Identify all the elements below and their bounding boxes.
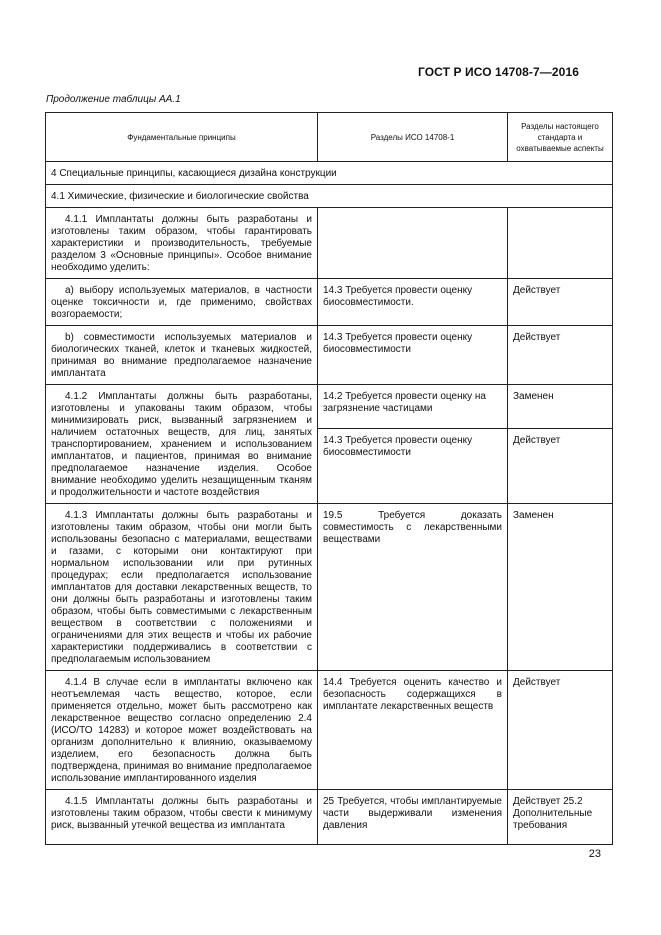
- document-code: ГОСТ Р ИСО 14708-7—2016: [417, 65, 579, 79]
- section-heading: 4 Специальные принципы, касающиеся дизайна конструкции: [46, 162, 613, 185]
- requirements-table: [45, 112, 613, 845]
- iso-section-cell: 14.4 Требуется оценить качество и безопасность содержащихся в имплантате лекарственных веществ: [318, 671, 508, 790]
- subsection-heading: 4.1 Химические, физические и биологические свойства: [46, 185, 613, 208]
- standard-section-cell: Действует: [508, 279, 613, 326]
- standard-section-cell: Действует: [508, 429, 613, 504]
- page-number: 23: [588, 848, 601, 860]
- table-row: [46, 671, 613, 790]
- standard-section-cell: Действует: [508, 326, 613, 385]
- principle-cell: 4.1.4 В случае если в имплантаты включено как неотъемлемая часть вещество, которое, если применяется отдельно, может быть рассмотрено как лекарственное вещество согласно определению 2.4 (ИСО/ТО 14283) и которое может воздействовать на организм дополнительно к влиянию, оказываемому изделием, его безопасность должна быть подтверждена, принимая во внимание предполагаемое использование имплантированного изделия: [46, 671, 318, 790]
- standard-section-cell: Действует: [508, 671, 613, 790]
- table-row: [46, 185, 613, 208]
- table-caption: Продолжение таблицы АА.1: [46, 94, 181, 105]
- principle-cell: b) совместимости используемых материалов и биологических тканей, клеток и тканевых жидкостей, принимая во внимание предполагаемое назначение имплантата: [46, 326, 318, 385]
- principle-cell: 4.1.2 Имплантаты должны быть разработаны, изготовлены и упакованы таким образом, чтобы минимизировать риск, вызванный загрязнением и наличием остаточных веществ, для лиц, занятых транспортированием, хранением и использованием имплантатов, и пациентов, принимая во внимание предполагаемое назначение изделия. Особое внимание необходимо уделить незащищенным тканям и продолжительности и частоте воздействия: [46, 385, 318, 504]
- standard-section-cell: Действует 25.2 Дополнительные требования: [508, 790, 613, 845]
- principle-cell: 4.1.3 Имплантаты должны быть разработаны и изготовлены таким образом, чтобы они могли быть использованы безопасно с материалами, веществами и газами, с которыми они контактируют при нормальном использовании или при рутинных процедурах; если предполагается использование имплантатов для доставки лекарственных веществ, то они должны быть разработаны и изготовлены таким образом, чтобы быть совместимыми с лекарственным веществом в соответствии с положениями и ограничениями для этих веществ и чтобы их рабочие характеристики поддерживались в соответствии с предполагаемым использованием: [46, 504, 318, 671]
- standard-section-cell: Заменен: [508, 385, 613, 429]
- principle-cell: 4.1.1 Имплантаты должны быть разработаны и изготовлены таким образом, чтобы гарантировать характеристики и производительность, требуемые разделом 3 «Основные принципы». Особое внимание необходимо уделить:: [46, 208, 318, 279]
- principle-cell: a) выбору используемых материалов, в частности оценке токсичности и, где применимо, свойствах возгораемости;: [46, 279, 318, 326]
- standard-section-cell: Заменен: [508, 504, 613, 671]
- column-header-standard-sections: Разделы настоящего стандарта и охватываемые аспекты: [508, 113, 613, 162]
- table-row: [46, 279, 613, 326]
- table-row: [46, 326, 613, 385]
- column-header-principles: Фундаментальные принципы: [46, 113, 318, 162]
- table-row: [46, 208, 613, 279]
- iso-section-cell: 14.3 Требуется провести оценку биосовместимости: [318, 429, 508, 504]
- table-row: [46, 790, 613, 845]
- table-row: [46, 504, 613, 671]
- iso-section-cell: 14.3 Требуется провести оценку биосовместимости.: [318, 279, 508, 326]
- standard-section-cell: [508, 208, 613, 279]
- iso-section-cell: [318, 208, 508, 279]
- iso-section-cell: 25 Требуется, чтобы имплантируемые части выдерживали изменения давления: [318, 790, 508, 845]
- principle-cell: 4.1.5 Имплантаты должны быть разработаны и изготовлены таким образом, чтобы свести к минимуму риск, вызванный утечкой вещества из имплантата: [46, 790, 318, 845]
- table-header-row: [46, 113, 613, 162]
- iso-section-cell: 19.5 Требуется доказать совместимость с лекарственными веществами: [318, 504, 508, 671]
- iso-section-cell: 14.2 Требуется провести оценку на загрязнение частицами: [318, 385, 508, 429]
- table-row: [46, 385, 613, 429]
- column-header-iso-sections: Разделы ИСО 14708-1: [318, 113, 508, 162]
- iso-section-cell: 14.3 Требуется провести оценку биосовместимости: [318, 326, 508, 385]
- table-row: [46, 162, 613, 185]
